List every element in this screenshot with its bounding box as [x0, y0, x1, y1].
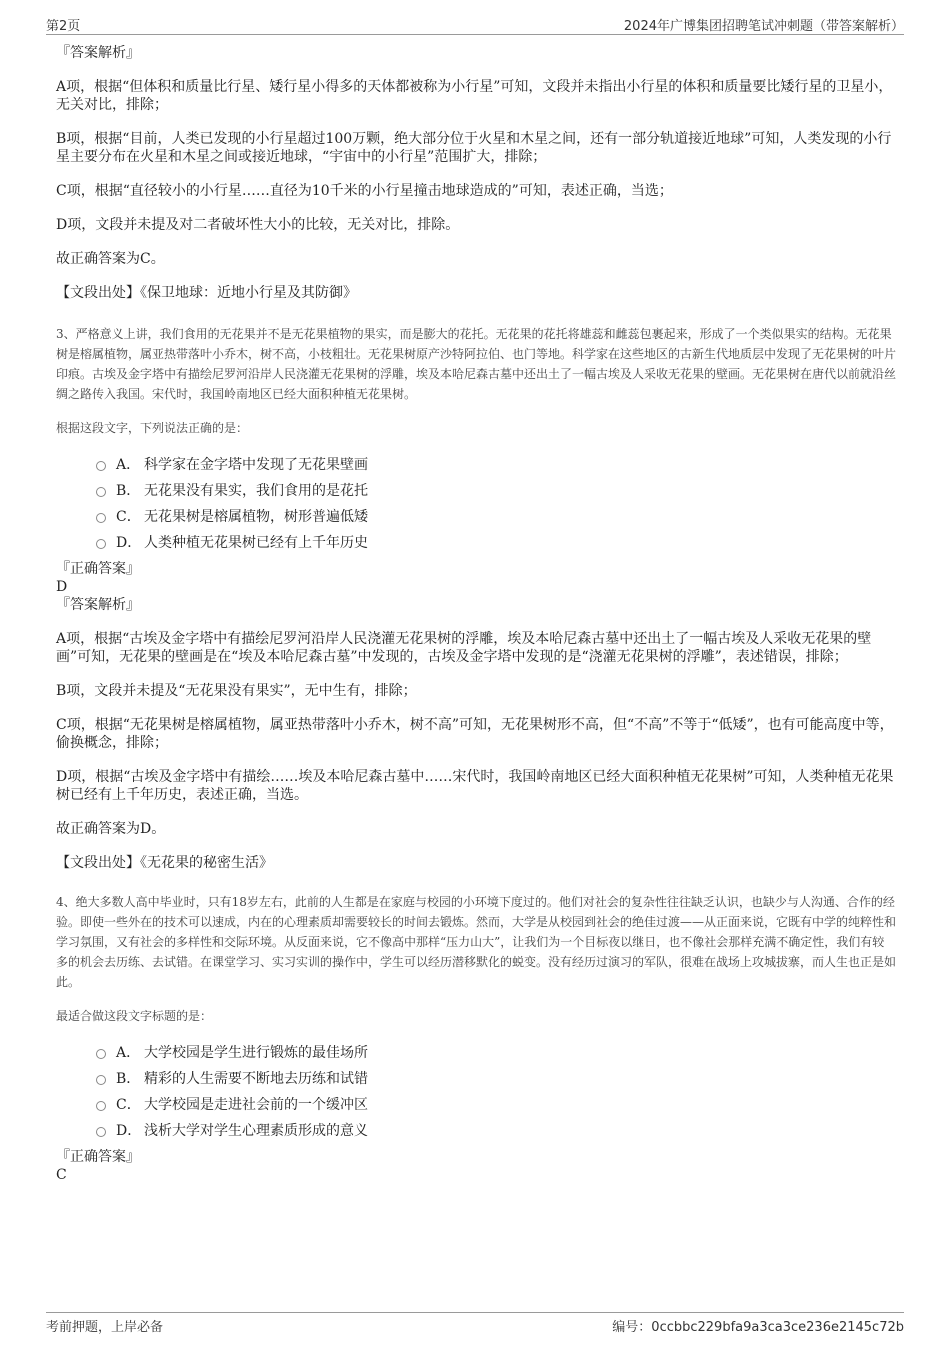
radio-icon[interactable] — [96, 1075, 106, 1085]
radio-icon[interactable] — [96, 1049, 106, 1059]
question-stem: 3、严格意义上讲，我们食用的无花果并不是无花果植物的果实，而是膨大的花托。无花果的花托将雄蕊和雌蕊包裹起来，形成了一个类似果实的结构。无花果树是榕属植物，属亚热带落叶小乔木，树不高，小枝粗壮。无花果树原产沙特阿拉伯、也门等地。科学家在这些地区的古新生代地质层中发现了无花果树的叶片印痕。古埃及金字塔中有描绘尼罗河沿岸人民浇灌无花果树的浮雕，埃及本哈尼森古墓中还出土了一幅古埃及人采收无花果的壁画。无花果树在唐代以前就沿丝绸之路传入我国。宋代时，我国岭南地区已经大面积种植无花果树。 — [56, 327, 897, 401]
option-b[interactable]: B． 无花果没有果实，我们食用的是花托 — [56, 478, 896, 504]
page-footer — [46, 1312, 904, 1335]
analysis-d: D项，文段并未提及对二者破坏性大小的比较，无关对比，排除。 — [56, 217, 460, 233]
document-code: 编号：0ccbbc229bfa9a3ca3ce236e2145c72b — [612, 1320, 904, 1335]
option-a[interactable]: A． 科学家在金字塔中发现了无花果壁画 — [56, 452, 896, 478]
conclusion: 故正确答案为C。 — [56, 251, 165, 267]
analysis-label: 『答案解析』 — [56, 45, 140, 61]
analysis-b: B项，文段并未提及“无花果没有果实”，无中生有，排除； — [56, 683, 417, 699]
analysis-label: 『答案解析』 — [56, 597, 140, 613]
analysis-c: C项，根据“直径较小的小行星……直径为10千米的小行星撞击地球造成的”可知，表述正确，当选； — [56, 183, 673, 199]
answer-label: 『正确答案』 — [56, 1149, 140, 1165]
analysis-d: D项，根据“古埃及金字塔中有描绘……埃及本哈尼森古墓中……宋代时，我国岭南地区已经大面积种植无花果树”可知，人类种植无花果树已经有上千年历史，表述正确，当选。 — [56, 769, 894, 803]
conclusion: 故正确答案为D。 — [56, 821, 166, 837]
page-header — [46, 14, 904, 35]
answer-label: 『正确答案』 — [56, 561, 140, 577]
radio-icon[interactable] — [96, 1127, 106, 1137]
source: 【文段出处】《保卫地球：近地小行星及其防御》 — [56, 285, 357, 301]
page-number: 第2页 — [46, 19, 81, 34]
option-c[interactable]: C． 大学校园是走进社会前的一个缓冲区 — [56, 1092, 896, 1118]
analysis-c: C项，根据“无花果树是榕属植物，属亚热带落叶小乔木，树不高”可知，无花果树形不高，但“不高”不等于“低矮”，也有可能高度中等，偷换概念，排除； — [56, 717, 894, 751]
answer-value: D — [56, 579, 68, 595]
option-d[interactable]: D． 浅析大学对学生心理素质形成的意义 — [56, 1118, 896, 1144]
document-title: 2024年广博集团招聘笔试冲刺题（带答案解析） — [623, 19, 904, 34]
option-d[interactable]: D． 人类种植无花果树已经有上千年历史 — [56, 530, 896, 556]
option-b[interactable]: B． 精彩的人生需要不断地去历练和试错 — [56, 1066, 896, 1092]
option-a[interactable]: A． 大学校园是学生进行锻炼的最佳场所 — [56, 1040, 896, 1066]
question-stem: 4、绝大多数人高中毕业时，只有18岁左右，此前的人生都是在家庭与校园的小环境下度过的。他们对社会的复杂性往往缺乏认识，也缺少与人沟通、合作的经验。即使一些外在的技术可以速成，内在的心理素质却需要较长的时间去锻炼。然而，大学是从校园到社会的绝佳过渡——从正面来说，它既有中学的纯粹性和学习氛围，又有社会的多样性和交际环境。从反面来说，它不像高中那样“压力山大”，让我们为一个目标夜以继日，也不像社会那样充满不确定性，我们有较多的机会去历练、去试错。在课堂学习、实习实训的操作中，学生可以经历潜移默化的蜕变。没有经历过演习的军队，很难在战场上攻城拔寨，而人生也正是如此。 — [56, 895, 897, 989]
footer-slogan: 考前押题，上岸必备 — [46, 1320, 164, 1335]
analysis-a: A项，根据“但体积和质量比行星、矮行星小得多的天体都被称为小行星”可知，文段并未指出小行星的体积和质量要比矮行星的卫星小，无关对比，排除； — [56, 79, 893, 113]
question-prompt: 最适合做这段文字标题的是： — [56, 1009, 213, 1023]
radio-icon[interactable] — [96, 487, 106, 497]
page-content — [56, 44, 896, 1184]
option-c[interactable]: C． 无花果树是榕属植物，树形普遍低矮 — [56, 504, 896, 530]
answer-value: C — [56, 1167, 67, 1183]
options-list — [56, 452, 896, 556]
radio-icon[interactable] — [96, 539, 106, 549]
analysis-b: B项，根据“目前，人类已发现的小行星超过100万颗，绝大部分位于火星和木星之间，还有一部分轨道接近地球”可知，人类发现的小行星主要分布在火星和木星之间或接近地球，“宇宙中的小行星”范围扩大，排除； — [56, 131, 892, 165]
radio-icon[interactable] — [96, 1101, 106, 1111]
question-prompt: 根据这段文字，下列说法正确的是： — [56, 421, 249, 435]
source: 【文段出处】《无花果的秘密生活》 — [56, 855, 273, 871]
analysis-a: A项，根据“古埃及金字塔中有描绘尼罗河沿岸人民浇灌无花果树的浮雕，埃及本哈尼森古墓中还出土了一幅古埃及人采收无花果的壁画”可知，无花果的壁画是在“埃及本哈尼森古墓”中发现的，古埃及金字塔中发现的是“浇灌无花果树的浮雕”，表述错误，排除； — [56, 631, 872, 665]
radio-icon[interactable] — [96, 461, 106, 471]
radio-icon[interactable] — [96, 513, 106, 523]
options-list — [56, 1040, 896, 1144]
